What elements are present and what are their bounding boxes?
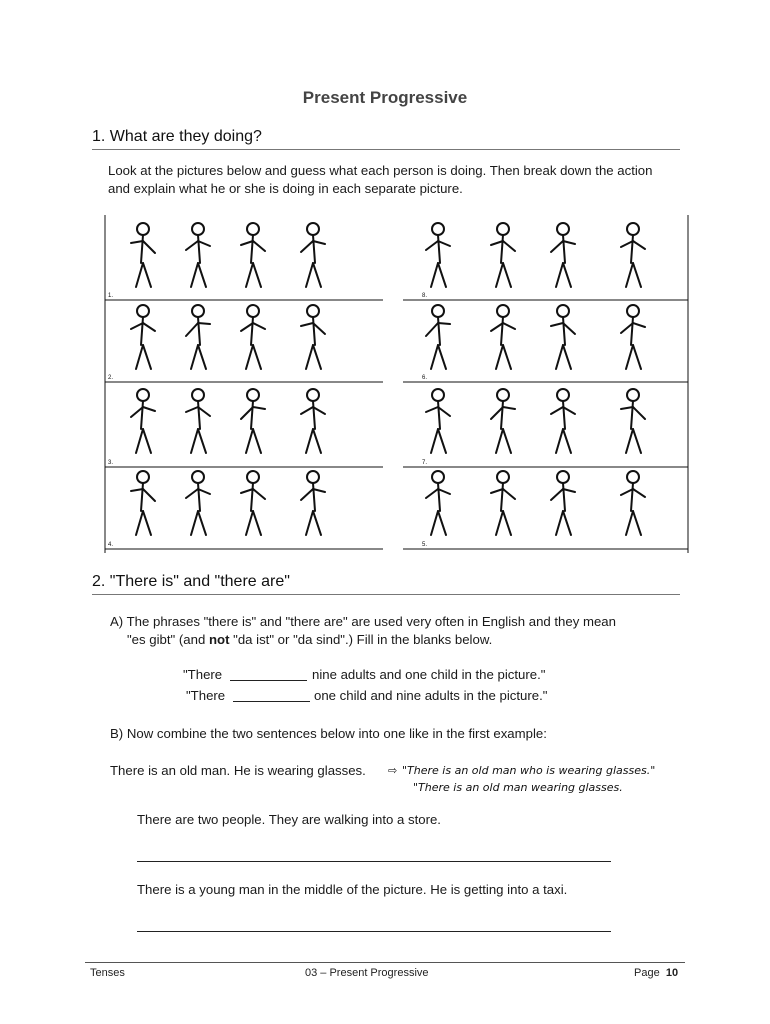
stick-figure — [621, 223, 645, 287]
footer-page-number: 10 — [665, 967, 679, 979]
stick-figure — [186, 389, 210, 453]
illustration-svg — [103, 215, 693, 555]
fill-in-2-post: one child and nine adults in the picture." — [314, 688, 548, 703]
panel-number: 4. — [108, 542, 114, 548]
stick-figure — [186, 223, 210, 287]
part-a-text: "es gibt" (and — [127, 632, 209, 647]
part-a-line-1: A) The phrases "there is" and "there are" are used very often in English and they mean — [110, 614, 616, 629]
section-1-rule — [92, 149, 680, 150]
section-2-heading: 2. "There is" and "there are" — [92, 573, 290, 590]
footer-page-label: Page — [634, 967, 660, 979]
fill-in-1-post: nine adults and one child in the picture." — [312, 667, 546, 682]
stick-figure — [131, 305, 155, 369]
stick-figure — [426, 223, 450, 287]
exercise-1-answer-line[interactable] — [137, 861, 611, 862]
stick-figure — [621, 471, 645, 535]
panel-number: 5. — [422, 542, 428, 548]
stick-figure — [491, 223, 515, 287]
stick-figure — [301, 305, 325, 369]
stick-figure — [131, 389, 155, 453]
stick-figure — [491, 305, 515, 369]
section-2-rule — [92, 594, 680, 595]
panel-number: 8. — [422, 293, 428, 299]
example-answer-1: "There is an old man who is wearing glasses." — [402, 764, 656, 777]
panel-number: 2. — [108, 375, 114, 381]
fill-in-2-pre: "There — [186, 688, 226, 703]
stick-figure — [551, 223, 575, 287]
stick-figure — [241, 223, 265, 287]
stick-figure — [426, 305, 450, 369]
footer-rule — [85, 962, 685, 963]
stick-figure — [551, 305, 575, 369]
stick-figure — [621, 389, 645, 453]
part-a-text: "da ist" or "da sind".) Fill in the blanks below. — [229, 632, 493, 647]
example-sentence: There is an old man. He is wearing glasses. — [110, 763, 366, 778]
stick-figure — [301, 223, 325, 287]
stick-figure — [301, 389, 325, 453]
exercise-2-answer-line[interactable] — [137, 931, 611, 932]
stick-figure — [426, 389, 450, 453]
stick-figure — [621, 305, 645, 369]
stick-figure — [131, 471, 155, 535]
part-a-line-2 — [127, 631, 687, 649]
panel-number: 6. — [422, 375, 428, 381]
panel-number: 7. — [422, 460, 428, 466]
panel-number: 1. — [108, 293, 114, 299]
section-1-instructions: Look at the pictures below and guess what each person is doing. Then break down the action and explain what he or she is doing in each separate picture. — [108, 163, 653, 196]
fill-in-1-pre: "There — [183, 667, 223, 682]
stick-figure — [551, 471, 575, 535]
stick-figure — [186, 305, 210, 369]
stick-figure — [426, 471, 450, 535]
part-a-bold-not: not — [208, 632, 230, 647]
exercise-2-sentence: There is a young man in the middle of the picture. He is getting into a taxi. — [137, 882, 568, 897]
page-title: Present Progressive — [302, 88, 468, 107]
stick-figure — [491, 471, 515, 535]
stick-figure — [241, 305, 265, 369]
stick-figure — [301, 471, 325, 535]
panel-number: 3. — [108, 460, 114, 466]
footer-center: 03 – Present Progressive — [305, 967, 429, 979]
footer-page — [634, 967, 678, 979]
exercise-1-sentence: There are two people. They are walking into a store. — [137, 812, 441, 827]
action-pictures-illustration — [103, 215, 693, 555]
part-b-instructions: B) Now combine the two sentences below into one like in the first example: — [110, 726, 547, 741]
stick-figure — [186, 471, 210, 535]
fill-in-2-blank[interactable] — [233, 701, 310, 702]
stick-figure — [241, 471, 265, 535]
arrow-right-icon: ⇨ — [388, 765, 398, 777]
stick-figure — [551, 389, 575, 453]
stick-figure — [131, 223, 155, 287]
fill-in-1-blank[interactable] — [230, 680, 307, 681]
section-1-heading: 1. What are they doing? — [92, 128, 262, 145]
example-answer-2: "There is an old man wearing glasses. — [413, 781, 623, 794]
stick-figure — [241, 389, 265, 453]
stick-figure — [491, 389, 515, 453]
footer-left: Tenses — [90, 967, 125, 979]
